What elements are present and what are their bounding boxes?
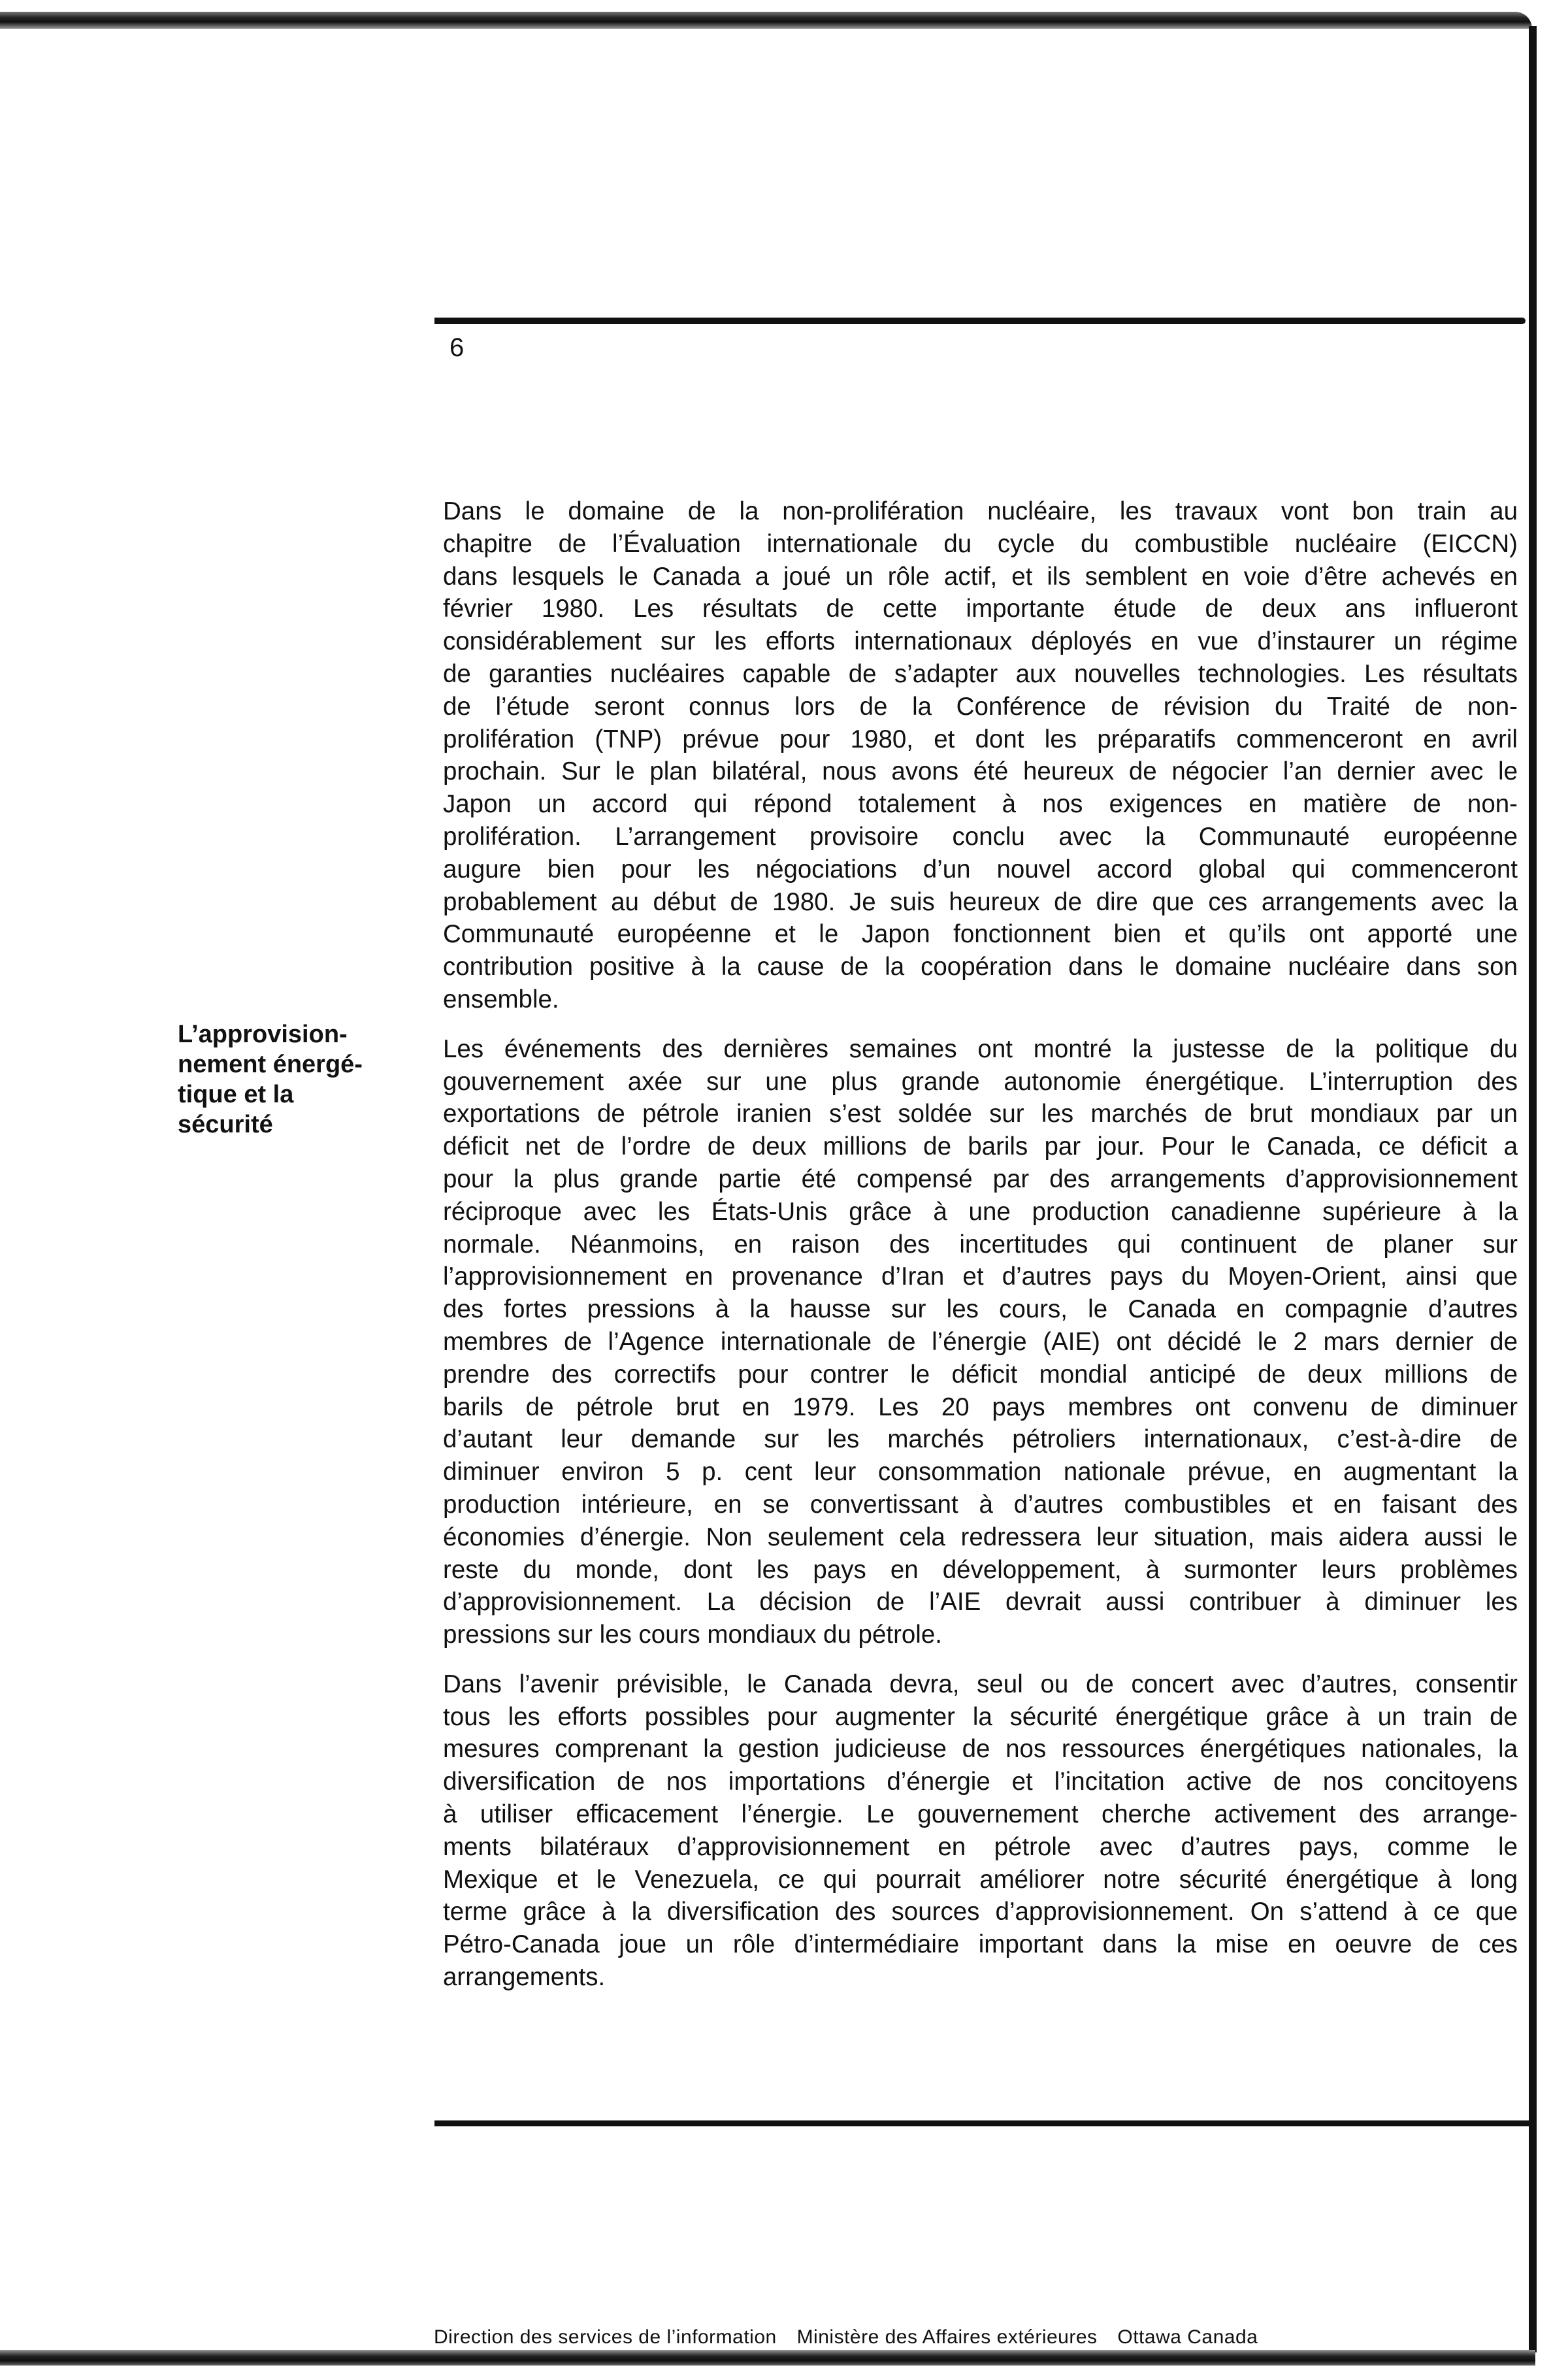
text-line: réciproque avec les États-Unis grâce à une production canadienne supérieure à la — [443, 1197, 1518, 1226]
footer — [434, 2326, 1512, 2349]
text-line: production intérieure, en se convertissant à d’autres combustibles et en faisant des — [443, 1490, 1518, 1519]
text-line: pour la plus grande partie été compensé par des arrangements d’approvisionnement — [443, 1164, 1518, 1193]
text-line: barils de pétrole brut en 1979. Les 20 pays membres ont convenu de diminuer — [443, 1393, 1518, 1421]
text-line: dans lesquels le Canada a joué un rôle actif, et ils semblent en voie d’être achevés en — [443, 562, 1518, 591]
text-line: pressions sur les cours mondiaux du pétrole. — [443, 1621, 942, 1649]
scan-border-top — [0, 12, 1532, 29]
text-line: de garanties nucléaires capable de s’adapter aux nouvelles technologies. Les résultats — [443, 659, 1518, 688]
text-line: tous les efforts possibles pour augmenter la sécurité énergétique grâce à un train de — [443, 1702, 1518, 1731]
text-line: des fortes pressions à la hausse sur les cours, le Canada en compagnie d’autres — [443, 1295, 1518, 1324]
text-line: gouvernement axée sur une plus grande autonomie énergétique. L’interruption des — [443, 1067, 1518, 1096]
text-line: terme grâce à la diversification des sources d’approvisionnement. On s’attend à ce que — [443, 1898, 1518, 1926]
text-line: prolifération. L’arrangement provisoire conclu avec la Communauté européenne — [443, 822, 1518, 851]
top-rule — [434, 318, 1526, 324]
text-line: prendre des correctifs pour contrer le déficit mondial anticipé de deux millions de — [443, 1360, 1518, 1389]
text-line: chapitre de l’Évaluation internationale du cycle du combustible nucléaire (EICCN) — [443, 529, 1518, 558]
text-line: ensemble. — [443, 985, 559, 1014]
text-line: l’approvisionnement en provenance d’Iran et d’autres pays du Moyen-Orient, ainsi que — [443, 1262, 1518, 1291]
text-line: ments bilatéraux d’approvisionnement en pétrole avec d’autres pays, comme le — [443, 1832, 1518, 1861]
text-line: reste du monde, dont les pays en développement, à surmonter leurs problèmes — [443, 1555, 1518, 1584]
text-line: considérablement sur les efforts internationaux déployés en vue d’instaurer un régime — [443, 627, 1518, 656]
text-line: diversification de nos importations d’énergie et l’incitation active de nos concitoyens — [443, 1768, 1518, 1796]
text-line: d’approvisionnement. La décision de l’AIE devrait aussi contribuer à diminuer les — [443, 1588, 1518, 1617]
margin-heading-line: sécurité — [178, 1111, 273, 1138]
margin-heading — [178, 1019, 400, 1140]
footer-publisher: Direction des services de l’information — [434, 2326, 777, 2348]
text-line: Dans l’avenir prévisible, le Canada devra, seul ou de concert avec d’autres, consentir — [443, 1670, 1518, 1698]
text-line: février 1980. Les résultats de cette importante étude de deux ans influeront — [443, 595, 1518, 623]
text-line: Dans le domaine de la non-prolifération nucléaire, les travaux vont bon train au — [443, 497, 1518, 525]
paragraph — [443, 1668, 1518, 1994]
margin-heading-line: L’approvision- — [178, 1021, 348, 1048]
text-line: Mexique et le Venezuela, ce qui pourrait améliorer notre sécurité énergétique à long — [443, 1865, 1518, 1894]
footer-city: Ottawa Canada — [1117, 2326, 1258, 2348]
page-number: 6 — [449, 333, 465, 362]
text-line: Pétro-Canada joue un rôle d’intermédiaire important dans la mise en oeuvre de ces — [443, 1930, 1518, 1959]
paragraph — [443, 495, 1518, 1016]
text-line: prochain. Sur le plan bilatéral, nous avons été heureux de négocier l’an dernier avec le — [443, 757, 1518, 786]
text-line: Japon un accord qui répond totalement à nos exigences en matière de non- — [443, 790, 1518, 819]
margin-heading-line: tique et la — [178, 1081, 294, 1108]
scan-border-right — [1529, 26, 1537, 2352]
scan-border-bottom — [0, 2350, 1535, 2366]
footer-ministry: Ministère des Affaires extérieures — [796, 2326, 1098, 2348]
text-line: de l’étude seront connus lors de la Conférence de révision du Traité de non- — [443, 692, 1518, 721]
text-line: à utiliser efficacement l’énergie. Le gouvernement cherche activement des arrange- — [443, 1800, 1518, 1829]
text-line: diminuer environ 5 p. cent leur consommation nationale prévue, en augmentant la — [443, 1458, 1518, 1487]
text-line: augure bien pour les négociations d’un nouvel accord global qui commenceront — [443, 855, 1518, 883]
text-line: normale. Néanmoins, en raison des incertitudes qui continuent de planer sur — [443, 1230, 1518, 1259]
text-line: arrangements. — [443, 1963, 606, 1992]
margin-heading-line: nement énergé- — [178, 1051, 363, 1078]
body-text — [443, 495, 1518, 1994]
text-line: probablement au début de 1980. Je suis heureux de dire que ces arrangements avec la — [443, 887, 1518, 916]
text-line: prolifération (TNP) prévue pour 1980, et dont les préparatifs commenceront en avril — [443, 725, 1518, 753]
text-line: Les événements des dernières semaines ont montré la justesse de la politique du — [443, 1034, 1518, 1063]
text-line: exportations de pétrole iranien s’est soldée sur les marchés de brut mondiaux par un — [443, 1100, 1518, 1129]
text-line: économies d’énergie. Non seulement cela redressera leur situation, mais aidera aussi le — [443, 1523, 1518, 1551]
text-line: contribution positive à la cause de la coopération dans le domaine nucléaire dans son — [443, 953, 1518, 981]
paragraph — [443, 1033, 1518, 1651]
text-line: Communauté européenne et le Japon fonctionnent bien et qu’ils ont apporté une — [443, 920, 1518, 949]
bottom-rule — [434, 2120, 1529, 2126]
text-line: membres de l’Agence internationale de l’énergie (AIE) ont décidé le 2 mars dernier de — [443, 1327, 1518, 1356]
text-line: mesures comprenant la gestion judicieuse de nos ressources énergétiques nationales, la — [443, 1735, 1518, 1764]
text-line: d’autant leur demande sur les marchés pétroliers internationaux, c’est-à-dire de — [443, 1425, 1518, 1454]
text-line: déficit net de l’ordre de deux millions de barils par jour. Pour le Canada, ce déficit a — [443, 1132, 1518, 1161]
